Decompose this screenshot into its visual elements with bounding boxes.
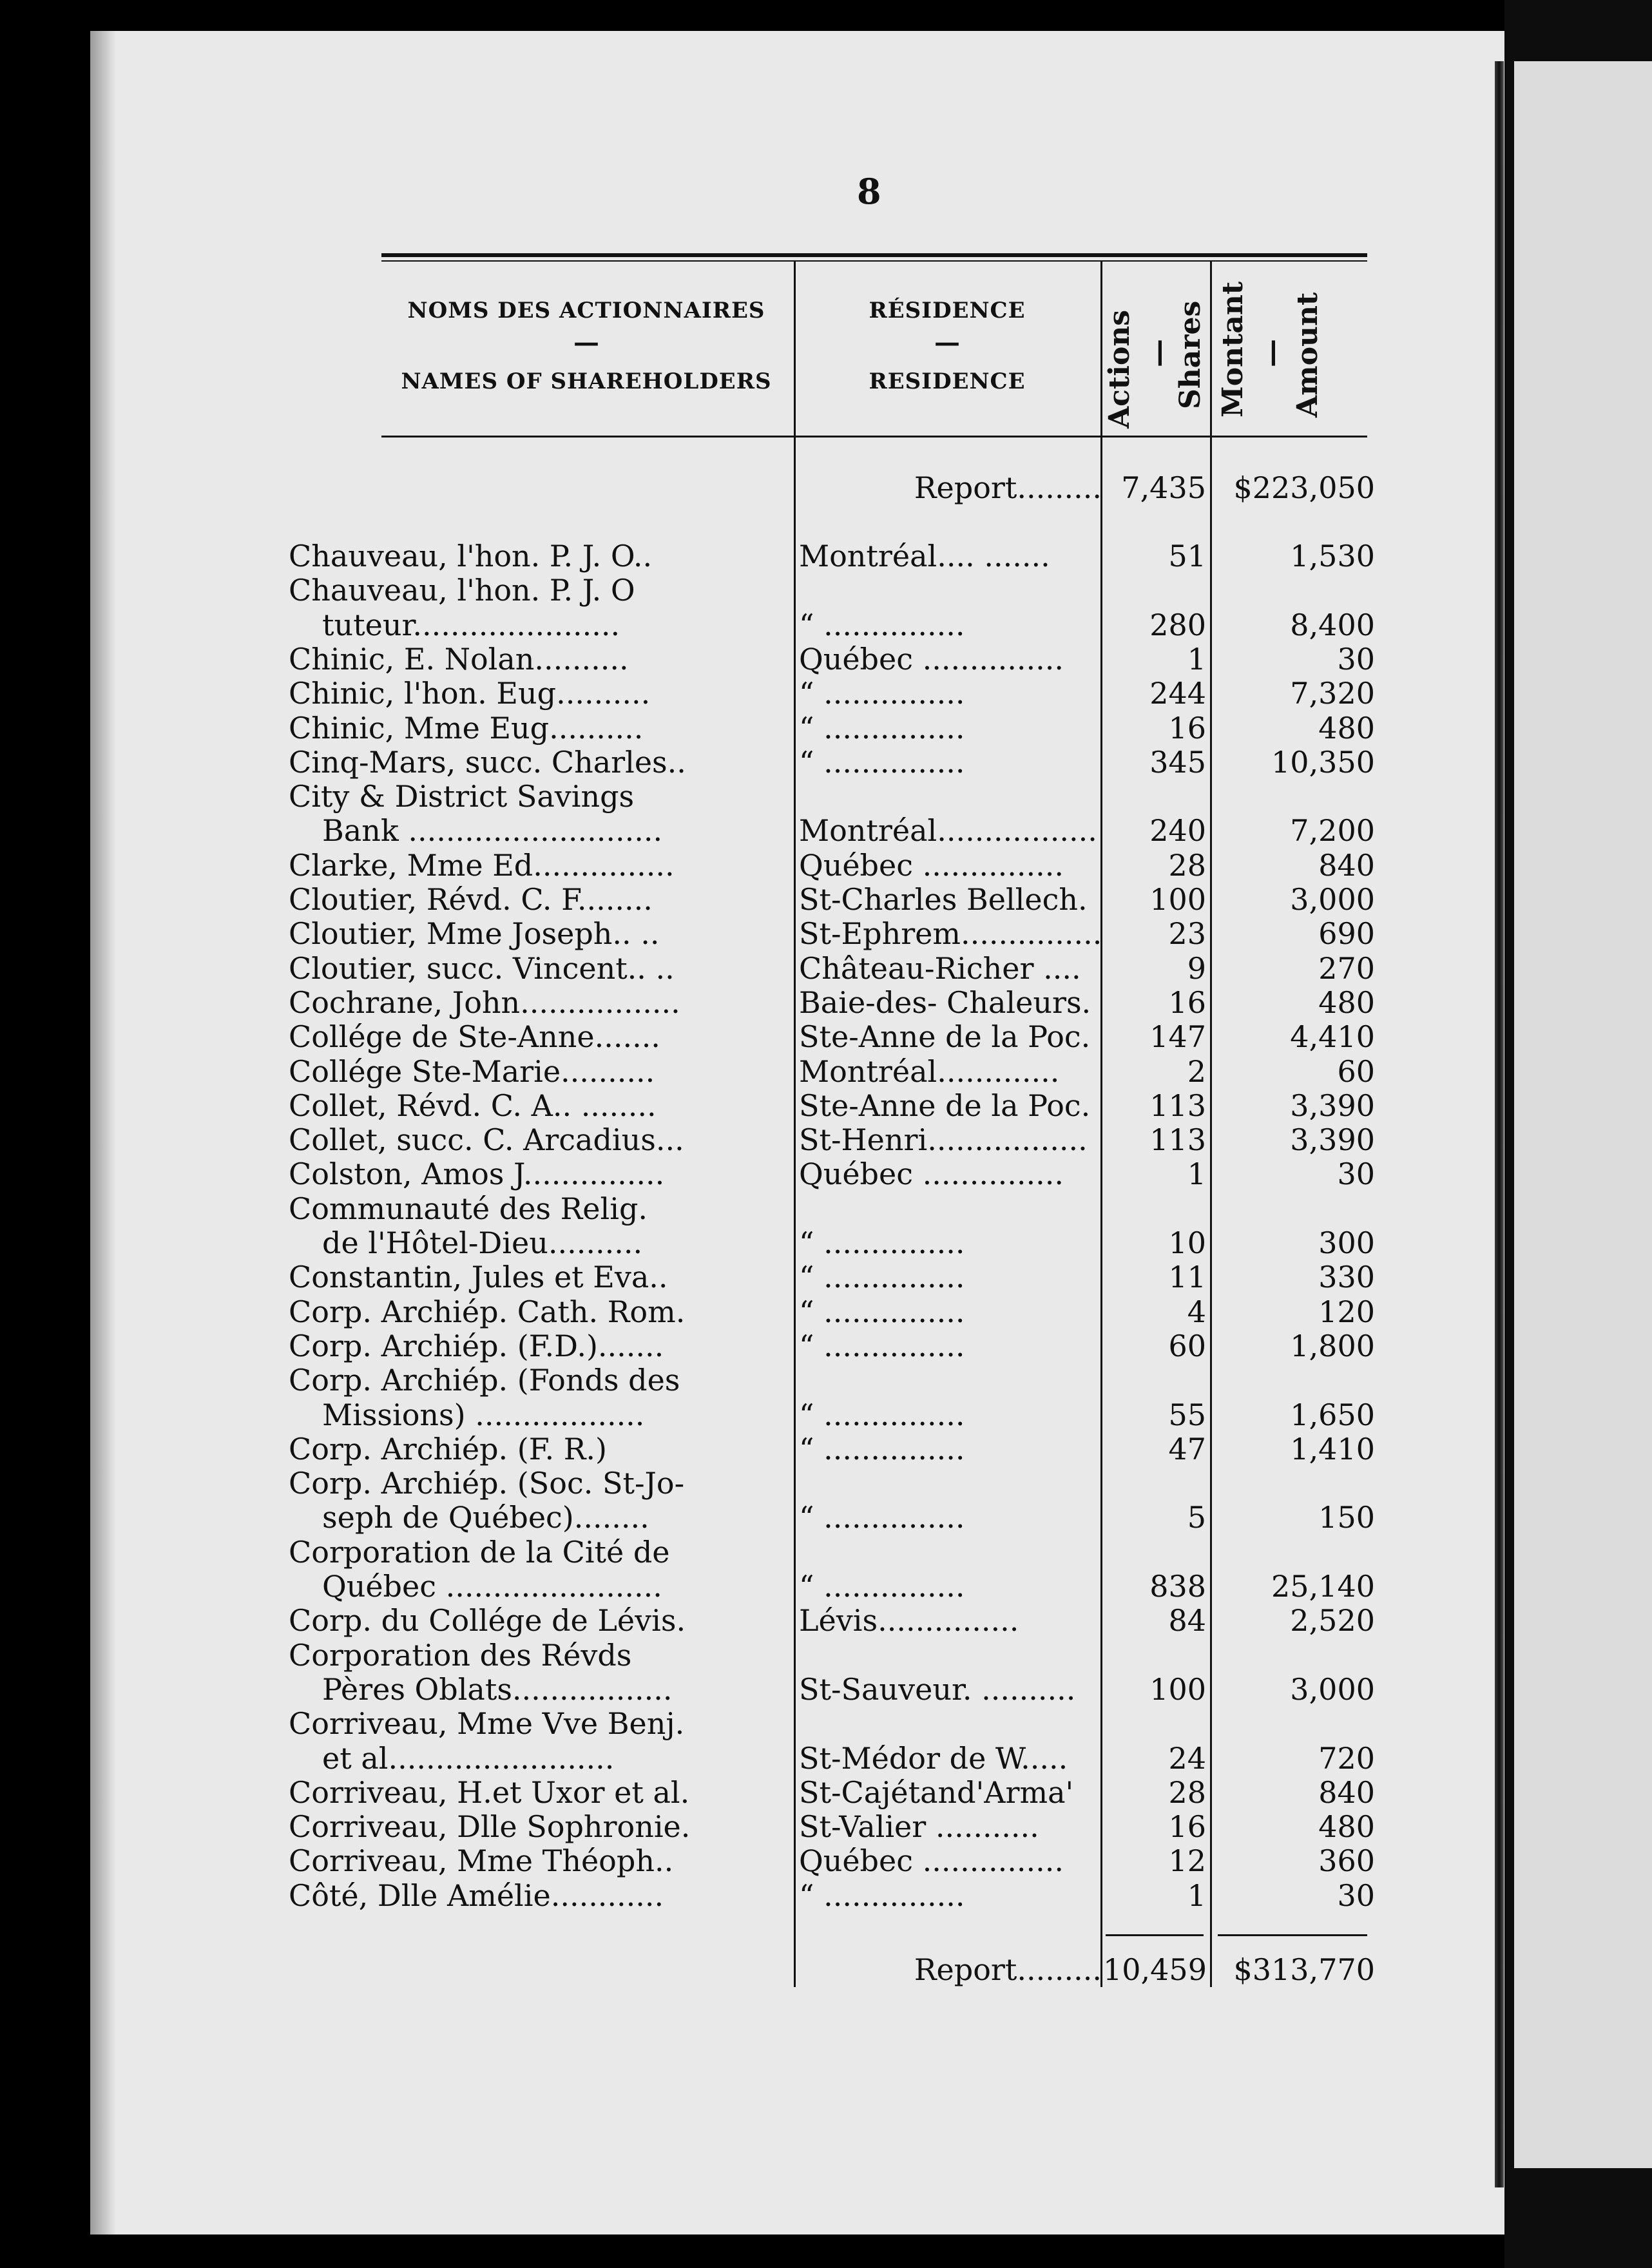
amount-value: 1,800: [1290, 1329, 1375, 1363]
shares-value: 23: [1168, 916, 1206, 951]
residence: Québec ...............: [799, 1157, 1064, 1191]
shareholder-name: Collet, Révd. C. A.. ........: [289, 1088, 657, 1123]
shares-value: 16: [1168, 985, 1206, 1020]
shareholder-name: Corporation de la Cité de: [289, 1535, 670, 1570]
shares-value: 10: [1168, 1225, 1206, 1260]
shareholder-name: Corp. Archiép. (F. R.): [289, 1432, 607, 1466]
shareholder-name: Corporation des Révds: [289, 1638, 632, 1673]
table-row: [0, 1569, 1414, 1604]
header-names-dash: —: [573, 327, 599, 358]
shares-value: 1: [1187, 642, 1206, 677]
shareholder-name: tuteur......................: [322, 608, 620, 642]
table-row: [0, 916, 1414, 951]
report-label: Report.........: [914, 470, 1102, 505]
amount-value: 840: [1318, 848, 1375, 883]
residence: “ ...............: [799, 1432, 965, 1466]
table-row: [0, 985, 1414, 1020]
amount-value: 720: [1318, 1741, 1375, 1776]
header-montant: Montant: [1216, 281, 1249, 418]
report-total-amount: $313,770: [1233, 1952, 1375, 1987]
amount-value: 3,000: [1290, 1672, 1375, 1707]
report-carried-forward: [0, 470, 1414, 505]
table-row: [0, 1019, 1414, 1054]
table-row: [0, 711, 1414, 745]
table-row: [0, 1535, 1414, 1570]
amount-value: 7,320: [1290, 676, 1375, 711]
table-row: [0, 1363, 1414, 1398]
shareholder-name: Cloutier, Mme Joseph.. ..: [289, 916, 660, 951]
table-row: [0, 848, 1414, 883]
table-row: [0, 642, 1414, 677]
header-shares-dash: —: [1142, 339, 1175, 367]
residence: “ ...............: [799, 1398, 965, 1432]
table-row: [0, 539, 1414, 573]
table-row: [0, 813, 1414, 848]
amount-value: 1,410: [1290, 1432, 1375, 1466]
amount-value: 4,410: [1290, 1019, 1375, 1054]
shares-value: 838: [1149, 1569, 1206, 1604]
shares-value: 1: [1187, 1878, 1206, 1913]
table-row: [0, 1398, 1414, 1432]
amount-value: 10,350: [1271, 745, 1375, 780]
amount-value: 480: [1318, 711, 1375, 745]
amount-value: 25,140: [1271, 1569, 1375, 1604]
amount-value: 690: [1318, 916, 1375, 951]
shareholder-name: Chinic, Mme Eug..........: [289, 711, 644, 745]
adjacent-page: [1514, 61, 1652, 2168]
header-actions: Actions: [1103, 309, 1136, 428]
table-row: [0, 882, 1414, 917]
shareholder-name: Côté, Dlle Amélie............: [289, 1878, 664, 1913]
shares-value: 113: [1149, 1088, 1206, 1123]
shares-value: 16: [1168, 1809, 1206, 1844]
residence: Lévis...............: [799, 1603, 1019, 1638]
shares-value: 51: [1168, 539, 1206, 573]
shares-value: 55: [1168, 1398, 1206, 1432]
table-row: [0, 1638, 1414, 1673]
amount-value: 3,390: [1290, 1088, 1375, 1123]
shareholder-name: Chauveau, l'hon. P. J. O: [289, 573, 635, 608]
shares-value: 28: [1168, 1775, 1206, 1810]
shares-value: 24: [1168, 1741, 1206, 1776]
amount-value: 30: [1337, 1157, 1375, 1191]
shareholder-name: Bank ...........................: [322, 813, 663, 848]
table-row: [0, 1260, 1414, 1294]
report-total: [0, 1952, 1414, 1987]
amount-value: 300: [1318, 1225, 1375, 1260]
residence: St-Valier ...........: [799, 1809, 1039, 1844]
shares-value: 100: [1149, 1672, 1206, 1707]
residence: “ ...............: [799, 745, 965, 780]
table-row: [0, 951, 1414, 986]
shares-value: 12: [1168, 1843, 1206, 1878]
shareholder-name: et al........................: [322, 1741, 615, 1776]
amount-value: 330: [1318, 1260, 1375, 1294]
table-row: [0, 1843, 1414, 1878]
shareholder-name: Chinic, l'hon. Eug..........: [289, 676, 651, 711]
shareholder-name: Corriveau, Mme Théoph..: [289, 1843, 674, 1878]
amount-value: 1,530: [1290, 539, 1375, 573]
table-row: [0, 1500, 1414, 1535]
table-row: [0, 1191, 1414, 1226]
amount-value: 2,520: [1290, 1603, 1375, 1638]
table-row: [0, 1294, 1414, 1329]
shares-value: 244: [1149, 676, 1206, 711]
table-row: [0, 1329, 1414, 1363]
table-row: [0, 1466, 1414, 1501]
page-fold: [1495, 61, 1504, 2187]
shareholder-name: City & District Savings: [289, 779, 635, 814]
report-shares: 7,435: [1121, 470, 1206, 505]
amount-value: 120: [1318, 1294, 1375, 1329]
header-top-rule: [381, 253, 1367, 257]
table-row: [0, 608, 1414, 642]
shareholder-name: Corriveau, Mme Vve Benj.: [289, 1706, 685, 1741]
shareholder-name: Cloutier, Révd. C. F........: [289, 882, 653, 917]
residence: “ ...............: [799, 1260, 965, 1294]
table-row: [0, 1225, 1414, 1260]
amount-value: 3,000: [1290, 882, 1375, 917]
shareholder-name: Corp. Archiép. (Fonds des: [289, 1363, 680, 1398]
residence: “ ...............: [799, 608, 965, 642]
shares-value: 2: [1187, 1054, 1206, 1089]
amount-value: 480: [1318, 1809, 1375, 1844]
residence: “ ...............: [799, 1294, 965, 1329]
shareholder-name: Colston, Amos J...............: [289, 1157, 665, 1191]
shareholder-name: Collége Ste-Marie..........: [289, 1054, 655, 1089]
header-bottom-rule: [381, 436, 1367, 437]
shareholder-name: Corp. du Collége de Lévis.: [289, 1603, 686, 1638]
shares-value: 4: [1187, 1294, 1206, 1329]
residence: Ste-Anne de la Poc.: [799, 1019, 1091, 1054]
table-row: [0, 1122, 1414, 1157]
shares-value: 9: [1187, 951, 1206, 986]
table-row: [0, 573, 1414, 608]
shares-value: 84: [1168, 1603, 1206, 1638]
report-total-label: Report.........: [914, 1952, 1102, 1987]
residence: St-Henri.................: [799, 1122, 1088, 1157]
total-rule-shares: [1106, 1934, 1204, 1936]
shares-value: 240: [1149, 813, 1206, 848]
residence: Montréal.................: [799, 813, 1097, 848]
shareholder-name: Corriveau, H.et Uxor et al.: [289, 1775, 690, 1810]
amount-value: 1,650: [1290, 1398, 1375, 1432]
shares-value: 113: [1149, 1122, 1206, 1157]
amount-value: 3,390: [1290, 1122, 1375, 1157]
residence: Québec ...............: [799, 1843, 1064, 1878]
header-amount: Amount: [1291, 292, 1324, 418]
shareholder-name: Corp. Archiép. Cath. Rom.: [289, 1294, 686, 1329]
amount-value: 8,400: [1290, 608, 1375, 642]
shareholder-name: Cochrane, John.................: [289, 985, 680, 1020]
shareholder-name: seph de Québec)........: [322, 1500, 649, 1535]
table-row: [0, 1432, 1414, 1466]
residence: Québec ...............: [799, 848, 1064, 883]
table-row: [0, 1706, 1414, 1741]
table-row: [0, 1054, 1414, 1089]
residence: “ ...............: [799, 1878, 965, 1913]
shareholder-name: Constantin, Jules et Eva..: [289, 1260, 668, 1294]
table-row: [0, 1878, 1414, 1913]
table-row: [0, 1157, 1414, 1191]
shares-value: 280: [1149, 608, 1206, 642]
shareholder-name: Corp. Archiép. (Soc. St-Jo-: [289, 1466, 685, 1501]
residence: St-Sauveur. ..........: [799, 1672, 1076, 1707]
shares-value: 100: [1149, 882, 1206, 917]
residence: “ ...............: [799, 1500, 965, 1535]
page-number: 8: [857, 171, 881, 212]
shareholder-name: Clarke, Mme Ed...............: [289, 848, 675, 883]
amount-value: 30: [1337, 642, 1375, 677]
amount-value: 270: [1318, 951, 1375, 986]
shares-value: 16: [1168, 711, 1206, 745]
table-row: [0, 745, 1414, 780]
table-row: [0, 1088, 1414, 1123]
residence: “ ...............: [799, 1569, 965, 1604]
amount-value: 30: [1337, 1878, 1375, 1913]
table-row: [0, 1809, 1414, 1844]
shareholder-name: Chauveau, l'hon. P. J. O..: [289, 539, 653, 573]
shareholder-name: Collet, succ. C. Arcadius...: [289, 1122, 684, 1157]
header-residence-fr: RÉSIDENCE: [869, 298, 1026, 323]
shareholder-name: Corriveau, Dlle Sophronie.: [289, 1809, 691, 1844]
total-rule-amount: [1218, 1934, 1367, 1936]
residence: Québec ...............: [799, 642, 1064, 677]
header-residence-dash: —: [934, 327, 960, 358]
residence: Montréal.............: [799, 1054, 1060, 1089]
amount-value: 150: [1318, 1500, 1375, 1535]
shares-value: 28: [1168, 848, 1206, 883]
residence: St-Ephrem...............: [799, 916, 1102, 951]
header-shares: Shares: [1174, 300, 1207, 409]
header-amount-dash: —: [1255, 339, 1288, 367]
residence: “ ...............: [799, 676, 965, 711]
residence: Montréal.... .......: [799, 539, 1050, 573]
residence: Château-Richer ....: [799, 951, 1081, 986]
residence: “ ...............: [799, 1225, 965, 1260]
amount-value: 480: [1318, 985, 1375, 1020]
table-row: [0, 676, 1414, 711]
shares-value: 5: [1187, 1500, 1206, 1535]
residence: “ ...............: [799, 711, 965, 745]
header-names-fr: NOMS DES ACTIONNAIRES: [407, 298, 765, 323]
report-amount: $223,050: [1233, 470, 1375, 505]
shareholder-name: Corp. Archiép. (F.D.).......: [289, 1329, 664, 1363]
shareholder-name: Québec .......................: [322, 1569, 662, 1604]
shares-value: 11: [1168, 1260, 1206, 1294]
table-row: [0, 1741, 1414, 1776]
shares-value: 47: [1168, 1432, 1206, 1466]
shareholder-name: Communauté des Relig.: [289, 1191, 648, 1226]
residence: St-Cajétand'Arma': [799, 1775, 1074, 1810]
residence: “ ...............: [799, 1329, 965, 1363]
header-residence-en: RESIDENCE: [869, 369, 1026, 394]
shareholder-name: Pères Oblats.................: [322, 1672, 673, 1707]
residence: St-Médor de W.....: [799, 1741, 1068, 1776]
shareholder-name: de l'Hôtel-Dieu..........: [322, 1225, 643, 1260]
shareholder-name: Cloutier, succ. Vincent.. ..: [289, 951, 675, 986]
amount-value: 360: [1318, 1843, 1375, 1878]
residence: Ste-Anne de la Poc.: [799, 1088, 1091, 1123]
report-total-shares: 10,459: [1103, 1952, 1207, 1987]
amount-value: 7,200: [1290, 813, 1375, 848]
amount-value: 840: [1318, 1775, 1375, 1810]
header-names-en: NAMES OF SHAREHOLDERS: [401, 369, 772, 394]
shareholder-name: Collége de Ste-Anne.......: [289, 1019, 660, 1054]
shareholder-name: Chinic, E. Nolan..........: [289, 642, 629, 677]
table-row: [0, 779, 1414, 814]
table-row: [0, 1775, 1414, 1810]
residence: St-Charles Bellech.: [799, 882, 1088, 917]
amount-value: 60: [1337, 1054, 1375, 1089]
shares-value: 147: [1149, 1019, 1206, 1054]
header-top-rule-thin: [381, 260, 1367, 262]
table-row: [0, 1672, 1414, 1707]
residence: Baie-des- Chaleurs.: [799, 985, 1091, 1020]
shares-value: 1: [1187, 1157, 1206, 1191]
table-row: [0, 1603, 1414, 1638]
shares-value: 345: [1149, 745, 1206, 780]
shareholder-name: Missions) ..................: [322, 1398, 645, 1432]
shareholder-name: Cinq-Mars, succ. Charles..: [289, 745, 686, 780]
shares-value: 60: [1168, 1329, 1206, 1363]
